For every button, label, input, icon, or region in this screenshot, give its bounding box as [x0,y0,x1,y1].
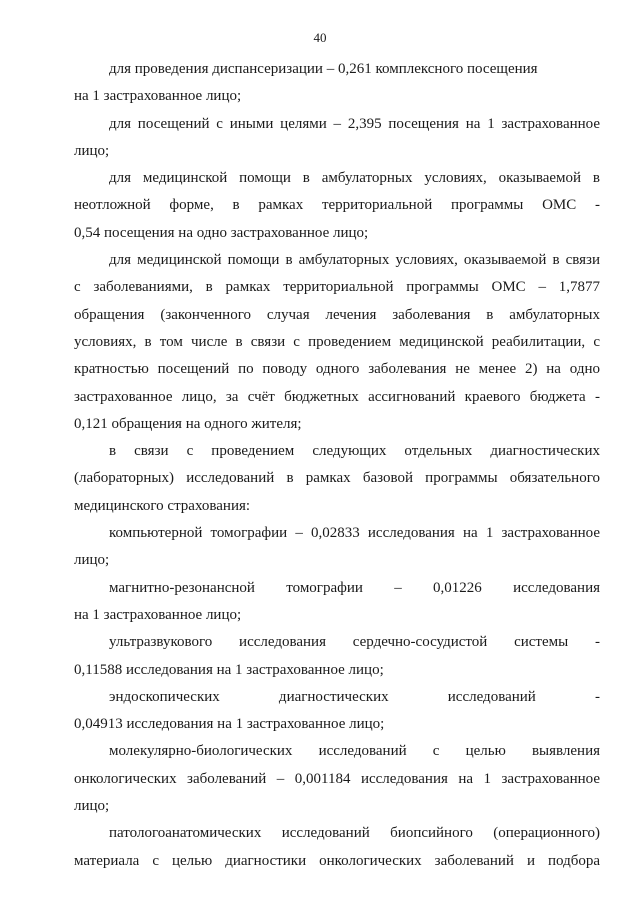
text-line: для медицинской помощи в амбулаторных условиях, оказываемой в [109,170,600,187]
text-line: на 1 застрахованное лицо; [74,88,242,105]
text-line: (лабораторных) исследований в рамках базовой программы обязательного [74,470,600,487]
text-line: 0,121 обращения на одного жителя; [74,415,302,432]
text-line: онкологических заболеваний – 0,001184 исследования на 1 застрахованное [74,770,600,787]
text-line: с заболеваниями, в рамках территориальной программы ОМС – 1,7877 [74,279,600,296]
text-line: для медицинской помощи в амбулаторных условиях, оказываемой в связи [109,252,600,269]
text-line: для посещений с иными целями – 2,395 посещения на 1 застрахованное [109,115,600,132]
paragraph-molecular [74,738,600,820]
text-line: медицинского страхования: [74,497,251,514]
paragraph-urgent-care [74,165,600,247]
text-line: неотложной форме, в рамках территориальной программы ОМС - [74,197,600,214]
paragraph-disease-care [74,247,600,438]
text-line: лицо; [74,798,110,815]
paragraph-ultrasound [74,629,600,684]
text-line: в связи с проведением следующих отдельных диагностических [109,443,600,460]
text-line: 0,04913 исследования на 1 застрахованное лицо; [74,716,385,733]
text-line: застрахованное лицо, за счёт бюджетных ассигнований краевого бюджета - [74,388,600,405]
page-number: 40 [313,30,327,45]
text-line: 0,11588 исследования на 1 застрахованное лицо; [74,661,384,678]
text-line: на 1 застрахованное лицо; [74,606,242,623]
text-line: обращения (законченного случая лечения заболевания в амбулаторных [74,306,600,323]
paragraph-endoscopy [74,684,600,739]
paragraph-diagnostic-studies [74,438,600,520]
text-line: магнитно-резонансной томографии – 0,01226 исследования [109,579,600,596]
document-body [74,56,600,875]
text-line: лицо; [74,142,110,159]
text-line: лицо; [74,552,110,569]
text-line: эндоскопических диагностических исследований - [109,688,600,705]
text-line: патологоанатомических исследований биопсийного (операционного) [109,825,600,842]
text-line: молекулярно-биологических исследований с целью выявления [109,743,600,760]
text-line: ультразвукового исследования сердечно-сосудистой системы - [109,634,600,651]
paragraph-other-visits [74,111,600,166]
text-line: для проведения диспансеризации – 0,261 комплексного посещения [109,61,538,77]
text-line: материала с целью диагностики онкологических заболеваний и подбора [74,852,600,869]
text-line: кратностью посещений по поводу одного заболевания не менее 2) на одно [74,361,600,378]
paragraph-mri [74,575,600,630]
paragraph-ct [74,520,600,575]
paragraph-pathology [74,820,600,875]
paragraph-dispensary [74,56,600,111]
text-line: условиях, в том числе в связи с проведением медицинской реабилитации, с [74,333,600,350]
text-line: компьютерной томографии – 0,02833 исследования на 1 застрахованное [109,525,600,542]
text-line: 0,54 посещения на одно застрахованное лицо; [74,224,369,241]
